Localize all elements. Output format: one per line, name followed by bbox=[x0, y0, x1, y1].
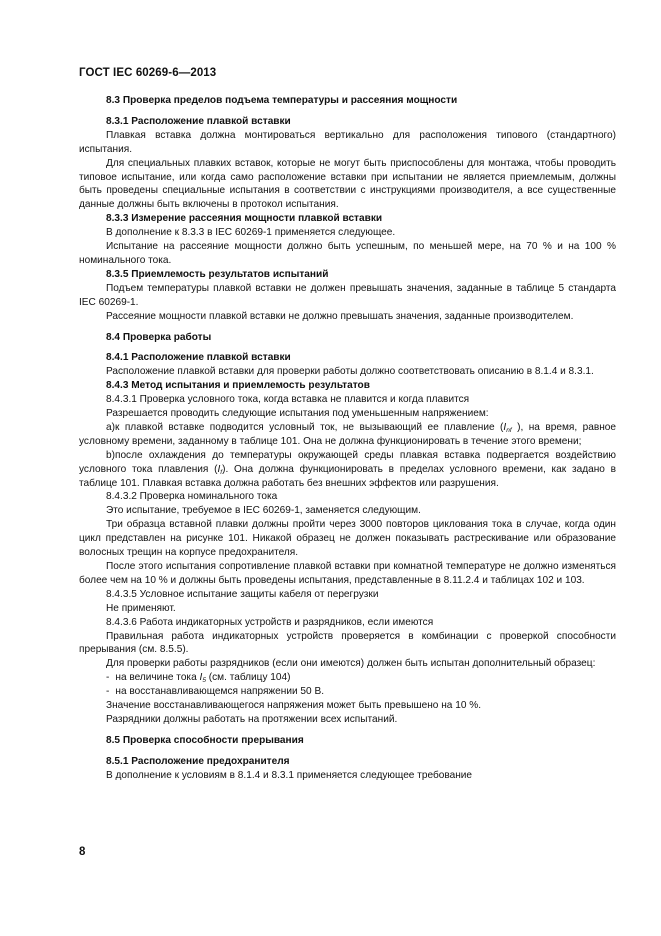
list-item-b: b)после охлаждения до температуры окружающей среды плавкая вставка подвергается воздействию условного тока плавления $(I_f)$. Она должна функционировать в пределах условного времени, как задано в таблице 101. Плавкая вставка должна работать без внешних эффектов или разрушения. bbox=[79, 449, 616, 489]
paragraph: Рассеяние мощности плавкой вставки не должно превышать значения, заданные производителем. bbox=[106, 310, 574, 322]
list-item-a: а)к плавкой вставке подводится условный ток, не вызывающий ее плавление ($I_{nf}$ ), на время, равное условному времени, заданному в таблице 101. Она не должна функционировать в течение этого времени; bbox=[79, 421, 617, 447]
section-heading-8-4: 8.4 Проверка работы bbox=[106, 331, 212, 343]
paragraph: Не применяют. bbox=[106, 602, 176, 614]
section-heading-8-5: 8.5 Проверка способности прерывания bbox=[106, 734, 304, 746]
clause-title-8-4-3-2: 8.4.3.2 Проверка номинального тока bbox=[106, 491, 278, 503]
page-body bbox=[79, 94, 616, 783]
paragraph: Три образца вставной плавки должны пройти через 3000 повторов циклования тока в случае, когда один цикл представлен на рисунке 101. Никакой образец не должен показывать растрескивание или образование волосных трещин на корпусе предохранителя. bbox=[79, 519, 616, 559]
paragraph: После этого испытания сопротивление плавкой вставки при комнатной температуре не должно изменяться более чем на 10 % и должны быть проведены испытания, представленные в 8.11.2.4 и таблицах 102 и 103. bbox=[79, 561, 616, 586]
paragraph: Плавкая вставка должна монтироваться вертикально для расположения типового (стандартного) испытания. bbox=[79, 129, 616, 155]
subsection-heading-8-4-3: 8.4.3 Метод испытания и приемлемость результатов bbox=[106, 380, 370, 392]
paragraph: Разрядники должны работать на протяжении всех испытаний. bbox=[106, 713, 398, 725]
subsection-heading-8-3-5: 8.3.5 Приемлемость результатов испытаний bbox=[106, 268, 329, 280]
paragraph: Для специальных плавких вставок, которые не могут быть приспособлены для монтажа, чтобы проводить типовое испытание, или когда само расположение вставки при испытании не является приемлемым, должны быть проведены специальные испытания в соответствии с инструкциями производителя, а все существенные данные должны быть включены в протокол испытания. bbox=[79, 157, 616, 211]
document-header: ГОСТ IEC 60269-6—2013 bbox=[79, 67, 217, 79]
paragraph: В дополнение к 8.3.3 в IEC 60269-1 применяется следующее. bbox=[106, 227, 396, 239]
page-number: 8 bbox=[79, 846, 86, 858]
paragraph: Подъем температуры плавкой вставки не должен превышать значения, заданные в таблице 5 стандарта IEC 60269-1. bbox=[79, 282, 616, 308]
paragraph: Правильная работа индикаторных устройств проверяется в комбинации с проверкой способности прерывания (см. 8.5.5). bbox=[79, 630, 616, 656]
paragraph: Для проверки работы разрядников (если они имеются) должен быть испытан дополнительный образец: bbox=[106, 658, 596, 670]
subsection-heading-8-5-1: 8.5.1 Расположение предохранителя bbox=[106, 755, 290, 767]
paragraph: Расположение плавкой вставки для проверки работы должно соответствовать описанию в 8.1.4 и 8.3.1. bbox=[106, 366, 594, 378]
clause-title-8-4-3-6: 8.4.3.6 Работа индикаторных устройств и разрядников, если имеются bbox=[106, 616, 434, 628]
subsection-heading-8-3-1: 8.3.1 Расположение плавкой вставки bbox=[106, 115, 291, 127]
subsection-heading-8-3-3: 8.3.3 Измерение рассеяния мощности плавкой вставки bbox=[106, 213, 383, 225]
paragraph: Это испытание, требуемое в IEC 60269-1, заменяется следующим. bbox=[106, 505, 421, 517]
clause-title-8-4-3-1: 8.4.3.1 Проверка условного тока, когда вставка не плавится и когда плавится bbox=[106, 394, 470, 406]
section-heading-8-3: 8.3 Проверка пределов подъема температуры и рассеяния мощности bbox=[106, 95, 458, 106]
paragraph: Разрешается проводить следующие испытания под уменьшенным напряжением: bbox=[106, 408, 489, 420]
dash-list-item: - на величине тока $I_5$ (см. таблицу 104) bbox=[106, 672, 291, 685]
paragraph: Значение восстанавливающегося напряжения может быть превышено на 10 %. bbox=[106, 700, 482, 712]
subsection-heading-8-4-1: 8.4.1 Расположение плавкой вставки bbox=[106, 352, 291, 364]
clause-title-8-4-3-5: 8.4.3.5 Условное испытание защиты кабеля от перегрузки bbox=[106, 588, 379, 600]
dash-list-item: - на восстанавливающемся напряжении 50 В. bbox=[106, 686, 324, 698]
paragraph: В дополнение к условиям в 8.1.4 и 8.3.1 применяется следующее требование bbox=[106, 769, 473, 781]
paragraph: Испытание на рассеяние мощности должно быть успешным, по меньшей мере, на 70 % и на 100 % номинального тока. bbox=[79, 241, 616, 266]
